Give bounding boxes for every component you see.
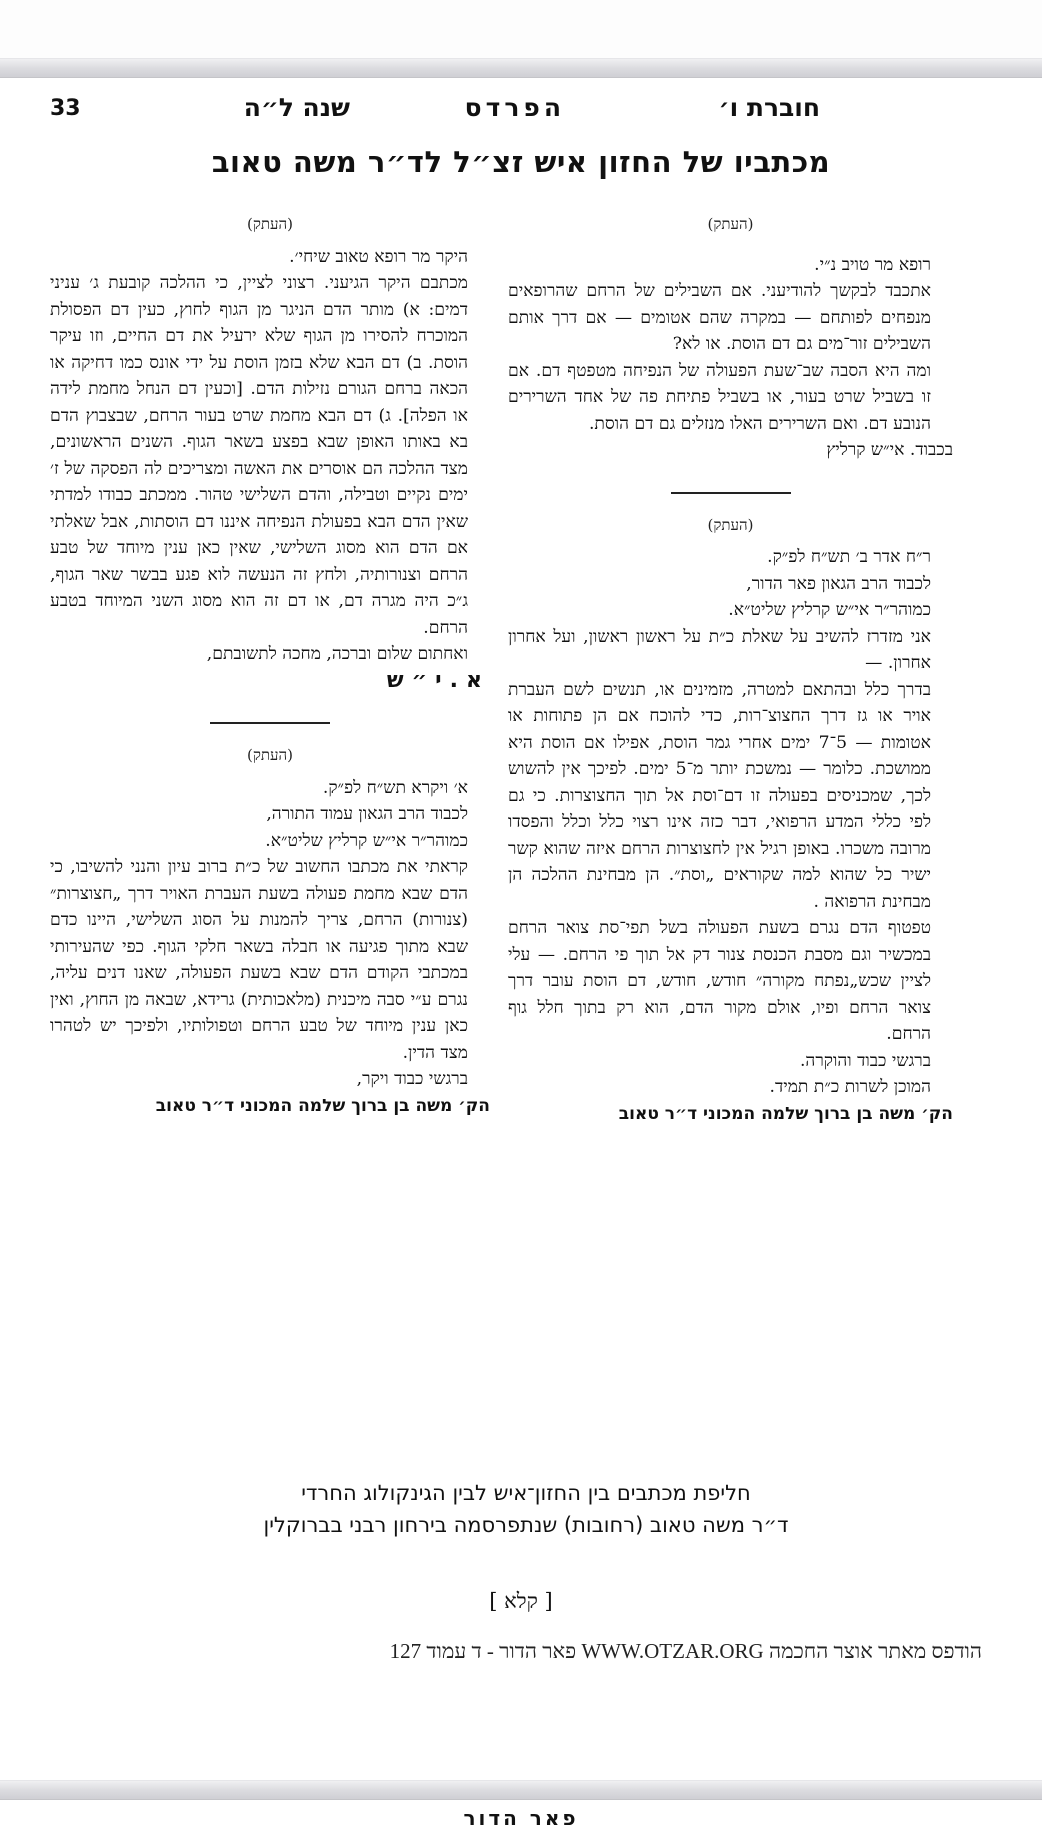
- copy-label: (העתק): [707, 515, 754, 534]
- caption-line: חליפת מכתבים בין החזון־איש לבין הגינקולוג החרדי: [301, 1481, 751, 1505]
- section-divider: [210, 722, 330, 724]
- journal-name: הפרדס: [464, 93, 565, 122]
- paragraph: טפטוף הדם נגרם בשעת הפעולה בשל תפי־סת צואר הרחם במכשיר וגם מסבת הכנסת צנור דק אל תוך פי הרחם. — עלי לציין שכש„נפתח מקורה״ חודש, חודש, דם הוסת עובר דרך צואר הרחם ופיו, אולם מקור הדם, הוא רק בתוך חלל גוף הרחם.: [508, 918, 931, 1044]
- paragraph: אתכבד לבקשך להודיעני. אם השבילים של הרחם שהרופאים מנפחים לפותחם — במקרה שהם אטומים — אם דרך אותם השבילים זור־מים גם דם הוסת. או לא?: [508, 281, 931, 354]
- paragraph: בדרך כלל ובהתאם למטרה, מזמינים או, תנשים לשם העברת אויר או גז דרך החצוצ־רות, כדי להוכח אם הן פתוחות או אטומות — 5־7 ימים אחרי גמר הוסת, אפילו אם הוסת היא ממושכת. כלומר — נמשכת יותר מ־5 ימים. לפיכך אין להשוש לכך, שמכניסים בפעולה זו דם־וסת אל תוך החצוצרות. כי גם לפי כללי המדע הרפואי, דבר כזה אינו רצוי כלל וכלל והפסדו מרובה משכרו. באופן רגיל אין לחצוצרות הרחם איזה שהוא קשר ישיר כל שהוא למה שקוראים „וסת״. הן מבחינת ההלכה הן מבחינת הרפואה .: [508, 679, 932, 912]
- signature: הק׳ משה בן ברוך שלמה המכוני ד״ר טאוב: [618, 1103, 953, 1124]
- greeting: רופא מר טויב נ״י.: [814, 254, 931, 275]
- next-page-header: פאר הדור: [463, 1806, 579, 1830]
- letter-2: [508, 512, 953, 1128]
- closing-line: ברגשי כבוד ויקר,: [356, 1069, 468, 1089]
- address-line: לכבוד הרב הגאון עמוד התורה,: [266, 804, 468, 824]
- letter-3: [50, 211, 490, 694]
- initials-signature: א.י״ש: [386, 667, 490, 693]
- paragraph: מכתבם היקר הגיעני. רצוני לציין, כי ההלכה קובעת ג׳ עניני דמים: א) מותר הדם הניגר מן הגוף לחוץ, כעין דם הפסולת המוכרח להסירו מן הגוף שלא ירעיל את דם החיים, וזו עיקר הוסת. ב) דם הבא שלא בזמן הוסת על ידי אונס כמו דחיקה או הכאה ברחם הגורם נזילות הדם. [וכעין דם הנחל מחמת לידה או הפלה]. ג) דם הבא מחמת שרט בעור הרחם, שבצבוץ הדם בא באותו האופן שבא בפצע בשאר הגוף. השנים הראשונים, מצד ההלכה הם אוסרים את האשה ומצריכים לה הפסקה של ז׳ ימים נקיים וטבילה, והדם השלישי טהור. ממכתב כבודו למדתי שאין הדם הבא בפעולת הנפיחה איננו דם הוסתות, אבל שאלתי אם הדם הוא מסוג השלישי, שאין כאן ענין מיוחד של טבע הרחם וצנורותיה, ולחץ זה הנעשה לוא פגע בבשר שאר הגוף, ג״כ היה מגרה דם, או דם זה הוא מסוג השני המיוחד בטבע הרחם.: [50, 273, 468, 638]
- page-number: 33: [50, 96, 81, 121]
- print-credit: הודפס מאתר אוצר החכמה WWW.OTZAR.ORG פאר הדור - ד עמוד 127: [389, 1639, 982, 1663]
- journal-year: שנה ל״ה: [243, 93, 350, 122]
- greeting: היקר מר רופא טאוב שיחי׳.: [289, 246, 468, 267]
- closing-line: המוכן לשרות כ״ת תמיד.: [769, 1077, 931, 1097]
- section-divider: [671, 492, 791, 494]
- letter-1: [508, 211, 953, 464]
- address-line: כמוהר״ר אי״ש קרליץ שליט״א.: [265, 830, 468, 851]
- closing-signature: בכבוד. אי״ש קרליץ: [826, 440, 953, 460]
- letter-4: [50, 742, 490, 1119]
- copy-label: (העתק): [707, 215, 754, 233]
- booklet-number: חוברת ו׳: [718, 93, 820, 122]
- document-page: [0, 79, 1042, 1779]
- paragraph: ומה היא הסבה שב־שעת הפעולה של הנפיחה מטפטף דם. אם זו בשביל שרט בעור, או בשביל פתיחת פה של אחד השרירים הנובע דם. ואם השרירים האלו מנזלים גם דם הוסת.: [508, 360, 931, 434]
- page-separator-bar: [0, 1780, 1042, 1800]
- paragraph: אני מזדרז להשיב על שאלת כ״ת על ראשון ראשון, ועל אחרון אחרון. —: [508, 626, 931, 673]
- caption-line: ד״ר משה טאוב (רחובות) שנתפרסמה בירחון רבני בברוקלין: [263, 1513, 789, 1537]
- copy-label: (העתק): [247, 746, 293, 764]
- right-column: [508, 201, 953, 1127]
- sheet-number: [ קלא ]: [489, 1589, 553, 1613]
- article-title: מכתביו של החזון איש זצ״ל לד״ר משה טאוב: [211, 145, 831, 179]
- copy-label: (העתק): [247, 215, 293, 233]
- address-line: לכבוד הרב הגאון פאר הדור,: [746, 573, 931, 594]
- paragraph: קראתי את מכתבו החשוב של כ״ת ברוב עיון והנני להשיבו, כי הדם שבא מחמת פעולה בשעת העברת האויר דרך „חצוצרות״ (צנורות) הרחם, צריך להמנות על הסוג השלישי, היינו כדם שבא מתוך פגיעה או חבלה בשאר חלקי הגוף. כפי שהעירותי במכתבי הקודם הדם שבא בשעת הפעולה, שאנו דנים עליה, נגרם ע״י סבה מיכנית (מלאכותית) גרידא, שבאה מן החוץ, ואין כאן ענין מיוחד של טבע הרחם וטפולותיו, ולפיכך יש לטהרו מצד הדין.: [50, 857, 468, 1063]
- letter-date: א׳ ויקרא תש״ח לפ״ק.: [322, 777, 468, 798]
- running-head: [50, 93, 820, 129]
- address-line: כמוהר״ר אי״ש קרליץ שליט״א.: [728, 600, 931, 620]
- closing-line: ברגשי כבוד והוקרה.: [799, 1050, 931, 1071]
- viewer-top-margin: [0, 0, 1042, 58]
- left-column: [50, 201, 490, 1119]
- signature: הק׳ משה בן ברוך שלמה המכוני ד״ר טאוב: [155, 1095, 490, 1116]
- letter-date: ר״ח אדר ב׳ תש״ח לפ״ק.: [767, 547, 931, 567]
- image-caption: [0, 1477, 1042, 1541]
- page-separator-bar: [0, 58, 1042, 78]
- closing-line: ואחתום שלום וברכה, מחכה לתשובתם,: [206, 644, 468, 664]
